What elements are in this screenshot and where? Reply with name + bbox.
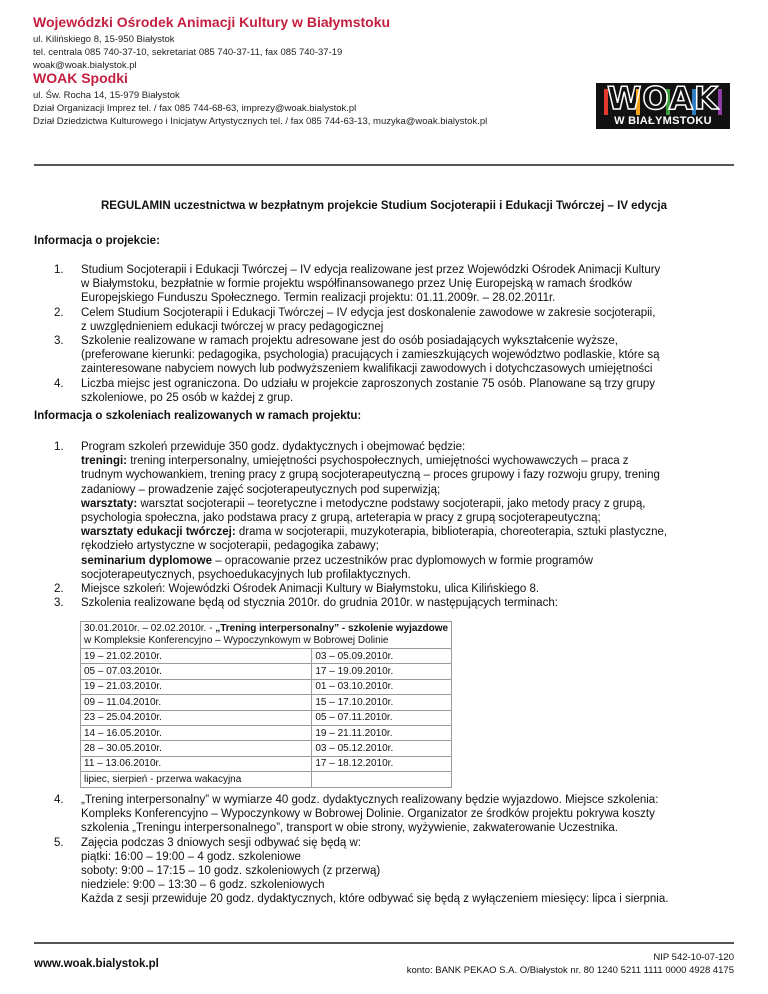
item-line [81, 554, 744, 568]
item-line: Szkolenie realizowane w ramach projektu adresowane jest do osób posiadających wykształcenie wyższe, [81, 335, 618, 348]
item-line [81, 497, 744, 511]
term-text: trening interpersonalny, umiejętności psychospołecznych, umiejętności wychowawczych – praca z [127, 455, 629, 468]
branch-line-2: Dział Organizacji Imprez tel. / fax 085 744-68-63, imprezy@woak.bialystok.pl [33, 103, 357, 114]
item-line: psychologia społeczna, jako podstawa pracy z grupą, arteterapia w pracy z grupą socjoterapeutyczną; [81, 512, 601, 525]
org-name: Wojewódzki Ośrodek Animacji Kultury w Białymstoku [33, 14, 391, 30]
item-line: Liczba miejsc jest ograniczona. Do udziału w projekcie zaproszonych zostanie 75 osób. Planowane są trzy grupy [81, 377, 656, 390]
item-line: Program szkoleń przewiduje 350 godz. dydaktycznych i obejmować będzie: [81, 441, 466, 453]
footer-website-link[interactable]: www.woak.bialystok.pl [34, 958, 159, 970]
document-title: REGULAMIN uczestnictwa w bezpłatnym projekcie Studium Socjoterapii i Edukacji Twórczej – IV edycja [101, 200, 667, 212]
table-cell: lipiec, sierpień - przerwa wakacyjna [81, 772, 312, 787]
table-cell: 19 – 21.11.2010r. [312, 725, 452, 740]
table-cell: 14 – 16.05.2010r. [81, 725, 312, 740]
item-line: trudnym wychowankiem, trening pracy z grupą socjoterapeutyczną – proces grupowy i fazy rozwoju grupy, trening [81, 469, 660, 482]
schedule-head-row [81, 622, 452, 649]
term-text: drama w socjoterapii, muzykoterapia, biblioterapia, choreoterapia, sztuki plastyczne, [235, 526, 668, 539]
footer-bank-account: konto: BANK PEKAO S.A. O/Białystok nr. 80 1240 5211 1111 0000 4928 4175 [406, 965, 734, 976]
logo-subtext: W BIAŁYMSTOKU [614, 115, 712, 127]
table-row [81, 664, 452, 679]
footer-nip: NIP 542-10-07-120 [653, 952, 734, 963]
schedule-table [80, 621, 452, 788]
table-cell: 05 – 07.03.2010r. [81, 664, 312, 679]
branch-line-3: Dział Dziedzictwa Kulturowego i Inicjatyw Artystycznych tel. / fax 085 744-63-13, muzyka@woak.bialystok.pl [33, 116, 488, 127]
branch-address: ul. Św. Rocha 14, 15-979 Białystok [33, 90, 180, 101]
schedule-head-cell [81, 622, 452, 649]
table-cell: 11 – 13.06.2010r. [81, 756, 312, 771]
trainings-list [54, 440, 744, 610]
item-line [81, 525, 744, 539]
table-cell: 03 – 05.12.2010r. [312, 741, 452, 756]
item-number: 4. [54, 377, 64, 390]
item-number: 4. [54, 794, 64, 806]
table-row [81, 679, 452, 694]
table-row [81, 725, 452, 740]
org-address: ul. Kilińskiego 8, 15-950 Białystok [33, 34, 175, 45]
item-line: Studium Socjoterapii i Edukacji Twórczej – IV edycja realizowane jest przez Wojewódzki Ośrodek Animacji Kultury [81, 264, 661, 276]
schedule-body [81, 649, 452, 788]
item-line: Szkolenia realizowane będą od stycznia 2010r. do grudnia 2010r. w następujących terminach: [81, 597, 558, 610]
item-line: niedziele: 9:00 – 13:30 – 6 godz. szkoleniowych [81, 879, 325, 892]
schedule-head-line [84, 623, 448, 635]
list-item [54, 306, 744, 334]
item-number: 2. [54, 583, 64, 596]
term-text: warsztat socjoterapii – teoretyczne i metodyczne podstawy socjoterapii, jako metody pracy z grupą, [137, 497, 646, 510]
item-line: Każda z sesji przewiduje 20 godz. dydaktycznych, które odbywać się będą z wyłączeniem miesięcy: lipca i sierpnia. [81, 893, 669, 906]
table-cell: 17 – 18.12.2010r. [312, 756, 452, 771]
item-number: 3. [54, 335, 64, 348]
item-line: Celem Studium Socjoterapii i Edukacji Twórczej – IV edycja jest doskonalenie zawodowe w zakresie socjoterapii, [81, 306, 656, 319]
item-line: Zajęcia podczas 3 dniowych sesji odbywać się będą w: [81, 836, 361, 849]
item-line: szkoleniowe, po 25 osób w każdej z grup. [81, 391, 294, 404]
item-line: w Białymstoku, bezpłatnie w formie projektu współfinansowanego przez Unię Europejską w ramach środków [81, 278, 632, 291]
table-row [81, 741, 452, 756]
table-cell: 01 – 03.10.2010r. [312, 679, 452, 694]
term-label: treningi: [81, 455, 127, 468]
footer-divider [34, 942, 734, 944]
table-cell: 19 – 21.02.2010r. [81, 649, 312, 664]
table-cell: 15 – 17.10.2010r. [312, 695, 452, 710]
org-phones: tel. centrala 085 740-37-10, sekretariat 085 740-37-11, fax 085 740-37-19 [33, 47, 343, 58]
item-line: soboty: 9:00 – 17:15 – 10 godz. szkoleniowych (z przerwą) [81, 865, 381, 878]
list-item [54, 440, 744, 582]
schedule-head-location: w Kompleksie Konferencyjno – Wypoczynkowym w Bobrowej Dolinie [84, 635, 389, 646]
term-text: – opracowanie przez uczestników prac dyplomowych w formie programów [212, 554, 593, 567]
header-divider [34, 164, 734, 166]
item-line: zadaniowy – prowadzenie zajęć socjoterapeutycznych pod superwizją; [81, 483, 441, 496]
item-line: (preferowane kierunki: pedagogika, psychologia) pracujących i zamieszkujących województwo podlaskie, które są [81, 349, 660, 362]
section-heading-trainings: Informacja o szkoleniach realizowanych w ramach projektu: [34, 410, 362, 422]
item-line: zainteresowane nabyciem nowych lub podwyższeniem kwalifikacji zawodowych i dotychczasowych umiejętności [81, 363, 653, 376]
list-item [54, 596, 744, 610]
table-cell: 23 – 25.04.2010r. [81, 710, 312, 725]
item-line: Europejskiego Funduszu Społecznego. Termin realizacji projektu: 01.11.2009r. – 28.02.2011r. [81, 292, 556, 305]
table-cell: 05 – 07.11.2010r. [312, 710, 452, 725]
item-number: 5. [54, 836, 64, 849]
item-line: Miejsce szkoleń: Wojewódzki Ośrodek Animacji Kultury w Białymstoku, ulica Kilińskiego 8. [81, 583, 540, 596]
item-line: szkolenia „Treningu interpersonalnego”, transport w obie strony, wyżywienie, zakwaterowanie Uczestnika. [81, 822, 618, 835]
table-row [81, 710, 452, 725]
item-line: Kompleks Konferencyjno – Wypoczynkowy w Bobrowej Dolinie. Organizator ze środków projektu pokrywa koszty [81, 808, 655, 821]
item-line: socjoterapeutycznych, psychoedukacyjnych lub profilaktycznych. [81, 568, 411, 581]
list-item [54, 836, 744, 907]
table-row [81, 695, 452, 710]
list-item [54, 334, 744, 377]
project-info-list [54, 263, 744, 405]
schedule-head-date: 30.01.2010r. – 02.02.2010r. - [84, 623, 216, 634]
term-label: seminarium dyplomowe [81, 554, 213, 567]
item-line: „Trening interpersonalny” w wymiarze 40 godz. dydaktycznych realizowany będzie wyjazdowo. Miejsce szkolenia: [81, 794, 659, 806]
list-item [54, 377, 744, 405]
list-item [54, 793, 744, 836]
table-cell [312, 772, 452, 787]
org-email[interactable]: woak@woak.bialystok.pl [33, 60, 137, 71]
woak-logo [596, 83, 730, 129]
branch-name: WOAK Spodki [33, 70, 128, 86]
item-number: 2. [54, 306, 64, 319]
table-row [81, 756, 452, 771]
table-cell: 19 – 21.03.2010r. [81, 679, 312, 694]
term-label: warsztaty: [81, 497, 138, 510]
list-item [54, 263, 744, 306]
table-cell: 17 – 19.09.2010r. [312, 664, 452, 679]
item-line [81, 454, 744, 468]
item-number: 1. [54, 441, 64, 453]
list-item [54, 582, 744, 596]
schedule-head-title: „Trening interpersonalny” - szkolenie wyjazdowe [215, 623, 449, 634]
table-cell: 09 – 11.04.2010r. [81, 695, 312, 710]
item-line: piątki: 16:00 – 19:00 – 4 godz. szkoleniowe [81, 850, 301, 863]
sessions-list [54, 793, 744, 907]
item-number: 1. [54, 264, 64, 276]
section-heading-project: Informacja o projekcie: [34, 235, 160, 247]
table-row [81, 649, 452, 664]
table-cell: 03 – 05.09.2010r. [312, 649, 452, 664]
item-line: rękodzieło artystyczne w socjoterapii, pedagogika zabawy; [81, 540, 379, 553]
table-cell: 28 – 30.05.2010r. [81, 741, 312, 756]
item-line: z uwzględnieniem edukacji twórczej w pracy pedagogicznej [81, 320, 384, 333]
logo-text: WOAK [607, 81, 719, 117]
item-number: 3. [54, 597, 64, 610]
term-label: warsztaty edukacji twórczej: [81, 526, 236, 539]
table-row [81, 772, 452, 787]
